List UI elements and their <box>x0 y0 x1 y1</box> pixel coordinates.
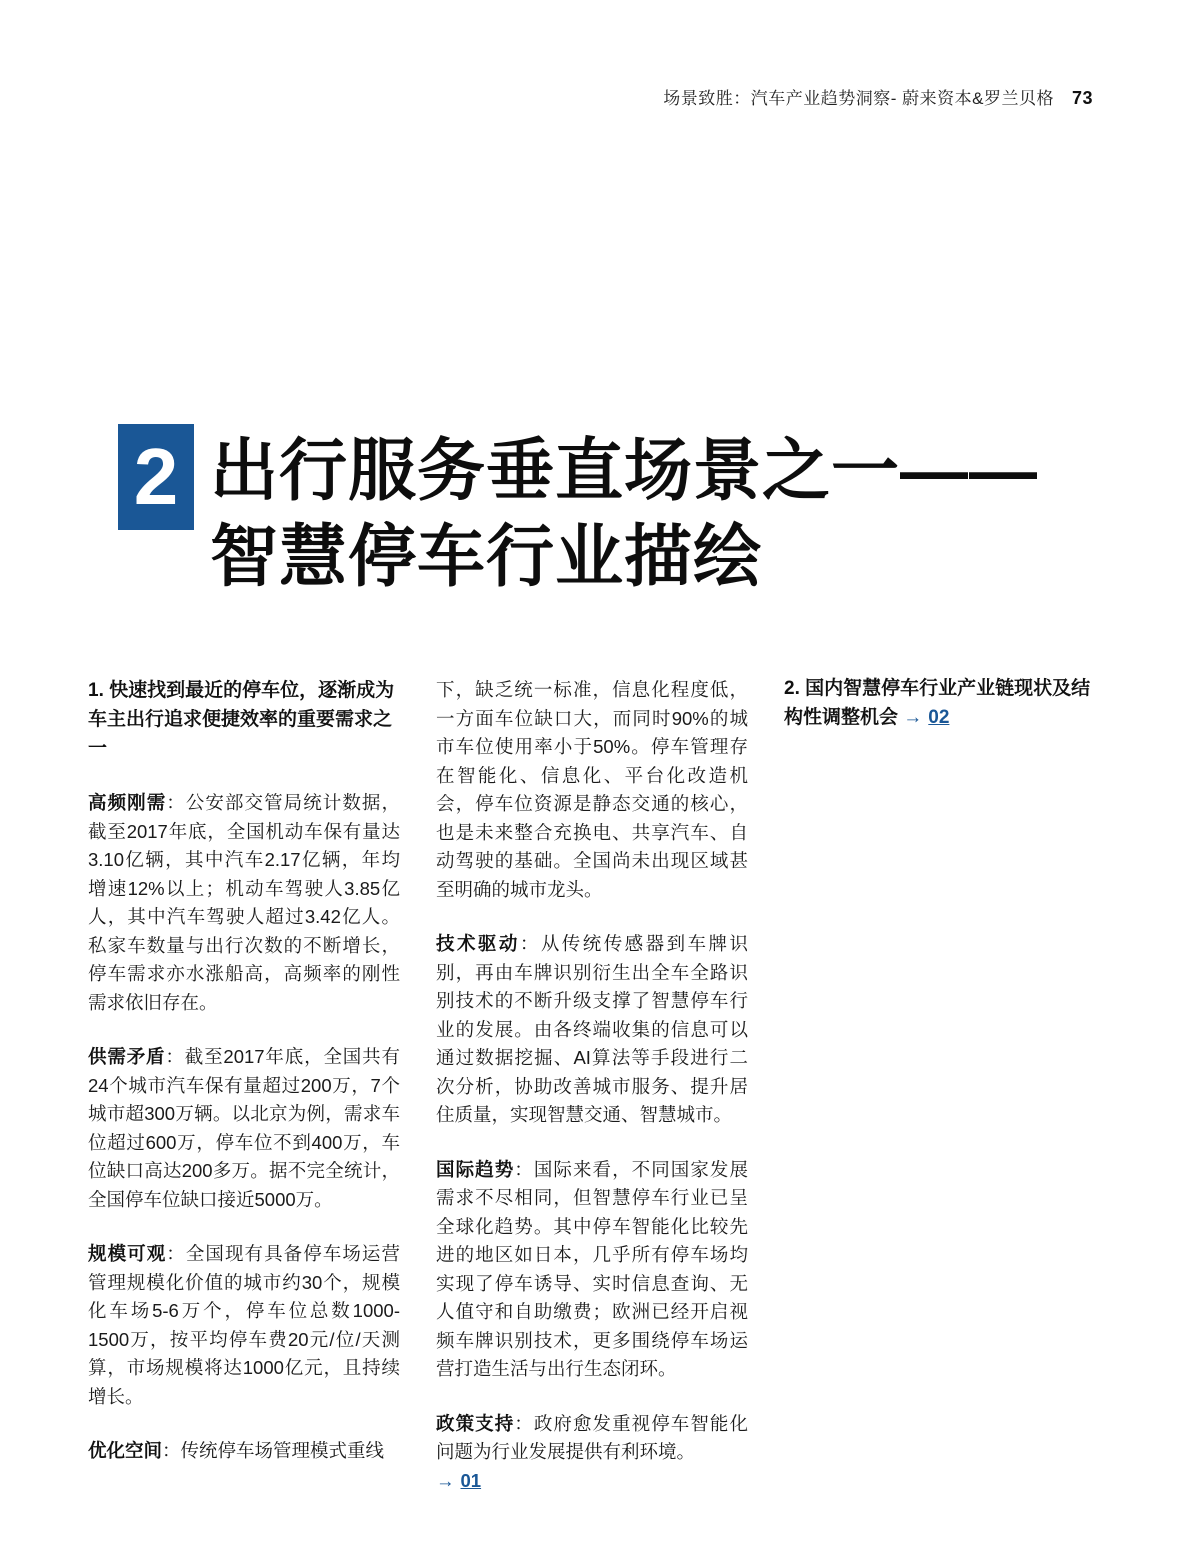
text-column-2 <box>436 676 748 1521</box>
paragraph-body: ：截至2017年底，全国共有24个城市汽车保有量超过200万，7个城市超300万辆。以北京为例，需求车位超过600万，停车位不到400万，车位缺口高达200多万。据不完全统计，全国停车位缺口接近5000万。 <box>88 1046 400 1210</box>
section-heading-2 <box>784 674 1104 732</box>
chapter-title-line-1: 出行服务垂直场景之一—— <box>210 433 1039 509</box>
reference-link-01[interactable] <box>436 1470 481 1491</box>
paragraph-optimization <box>88 1437 400 1466</box>
chapter-number-badge <box>118 424 194 530</box>
section-heading-text: 2. 国内智慧停车行业产业链现状及结构性调整机会 <box>784 678 1091 728</box>
paragraph-high-frequency <box>88 789 400 1017</box>
paragraph-market-scale <box>88 1240 400 1411</box>
paragraph-technology <box>436 930 748 1130</box>
paragraph-body: ：从传统传感器到车牌识别，再由车牌识别衍生出全车全路识别技术的不断升级支撑了智慧停车行业的发展。由各终端收集的信息可以通过数据挖掘、AI算法等手段进行二次分析，协助改善城市服务、提升居住质量，实现智慧交通、智慧城市。 <box>436 933 748 1125</box>
arrow-right-icon: → <box>436 1469 455 1491</box>
page-number: 73 <box>1071 88 1093 108</box>
paragraph-body: ：全国现有具备停车场运营管理规模化价值的城市约30个，规模化车场5-6万个，停车位总数1000-1500万，按平均停车费20元/位/天测算，市场规模将达1000亿元，且持续增长。 <box>88 1243 400 1407</box>
running-title: 场景致胜：汽车产业趋势洞察- 蔚来资本&罗兰贝格 <box>663 89 1054 108</box>
paragraph-lead: 政策支持 <box>436 1412 515 1434</box>
running-header <box>663 84 1093 109</box>
text-column-1 <box>88 676 400 1492</box>
chapter-title-line-2: 智慧停车行业描绘 <box>210 519 763 595</box>
reference-number: 02 <box>928 707 950 728</box>
paragraph-lead: 国际趋势 <box>436 1158 515 1180</box>
paragraph-body: ：公安部交管局统计数据，截至2017年底，全国机动车保有量达3.10亿辆，其中汽车2.17亿辆，年均增速12%以上；机动车驾驶人3.85亿人，其中汽车驾驶人超过3.42亿人。私家车数量与出行次数的不断增长，停车需求亦水涨船高，高频率的刚性需求依旧存在。 <box>88 792 400 1013</box>
arrow-right-icon: → <box>903 707 923 728</box>
paragraph-lead: 技术驱动 <box>436 933 520 954</box>
paragraph-body: ：国际来看，不同国家发展需求不尽相同，但智慧停车行业已呈全球化趋势。其中停车智能化比较先进的地区如日本，几乎所有停车场均实现了停车诱导、实时信息查询、无人值守和自助缴费；欧洲已经开启视频车牌识别技术，更多围绕停车场运营打造生活与出行生态闭环。 <box>436 1158 748 1379</box>
paragraph-international <box>436 1156 748 1384</box>
chapter-title <box>210 428 1038 600</box>
paragraph-continuation: 下，缺乏统一标准，信息化程度低，一方面车位缺口大，而同时90%的城市车位使用率小于50%。停车管理存在智能化、信息化、平台化改造机会，停车位资源是静态交通的核心，也是未来整合充换电、共享汽车、自动驾驶的基础。全国尚未出现区域甚至明确的城市龙头。 <box>436 679 748 900</box>
section-heading-1: 1. 快速找到最近的停车位，逐渐成为车主出行追求便捷效率的重要需求之一 <box>88 680 395 759</box>
text-column-3 <box>784 674 1104 758</box>
chapter-number: 2 <box>133 432 179 521</box>
paragraph-supply-demand <box>88 1043 400 1214</box>
paragraph-lead: 供需矛盾 <box>88 1046 166 1067</box>
reference-link-02[interactable] <box>903 707 949 728</box>
paragraph-lead: 规模可观 <box>88 1243 167 1264</box>
paragraph-body: ：传统停车场管理模式重线 <box>162 1440 385 1461</box>
paragraph-body: ：政府愈发重视停车智能化问题为行业发展提供有利环境。 <box>436 1412 748 1462</box>
paragraph-policy <box>436 1410 748 1496</box>
paragraph-lead: 高频刚需 <box>88 792 167 813</box>
reference-number: 01 <box>460 1469 482 1491</box>
paragraph-lead: 优化空间 <box>88 1440 163 1461</box>
